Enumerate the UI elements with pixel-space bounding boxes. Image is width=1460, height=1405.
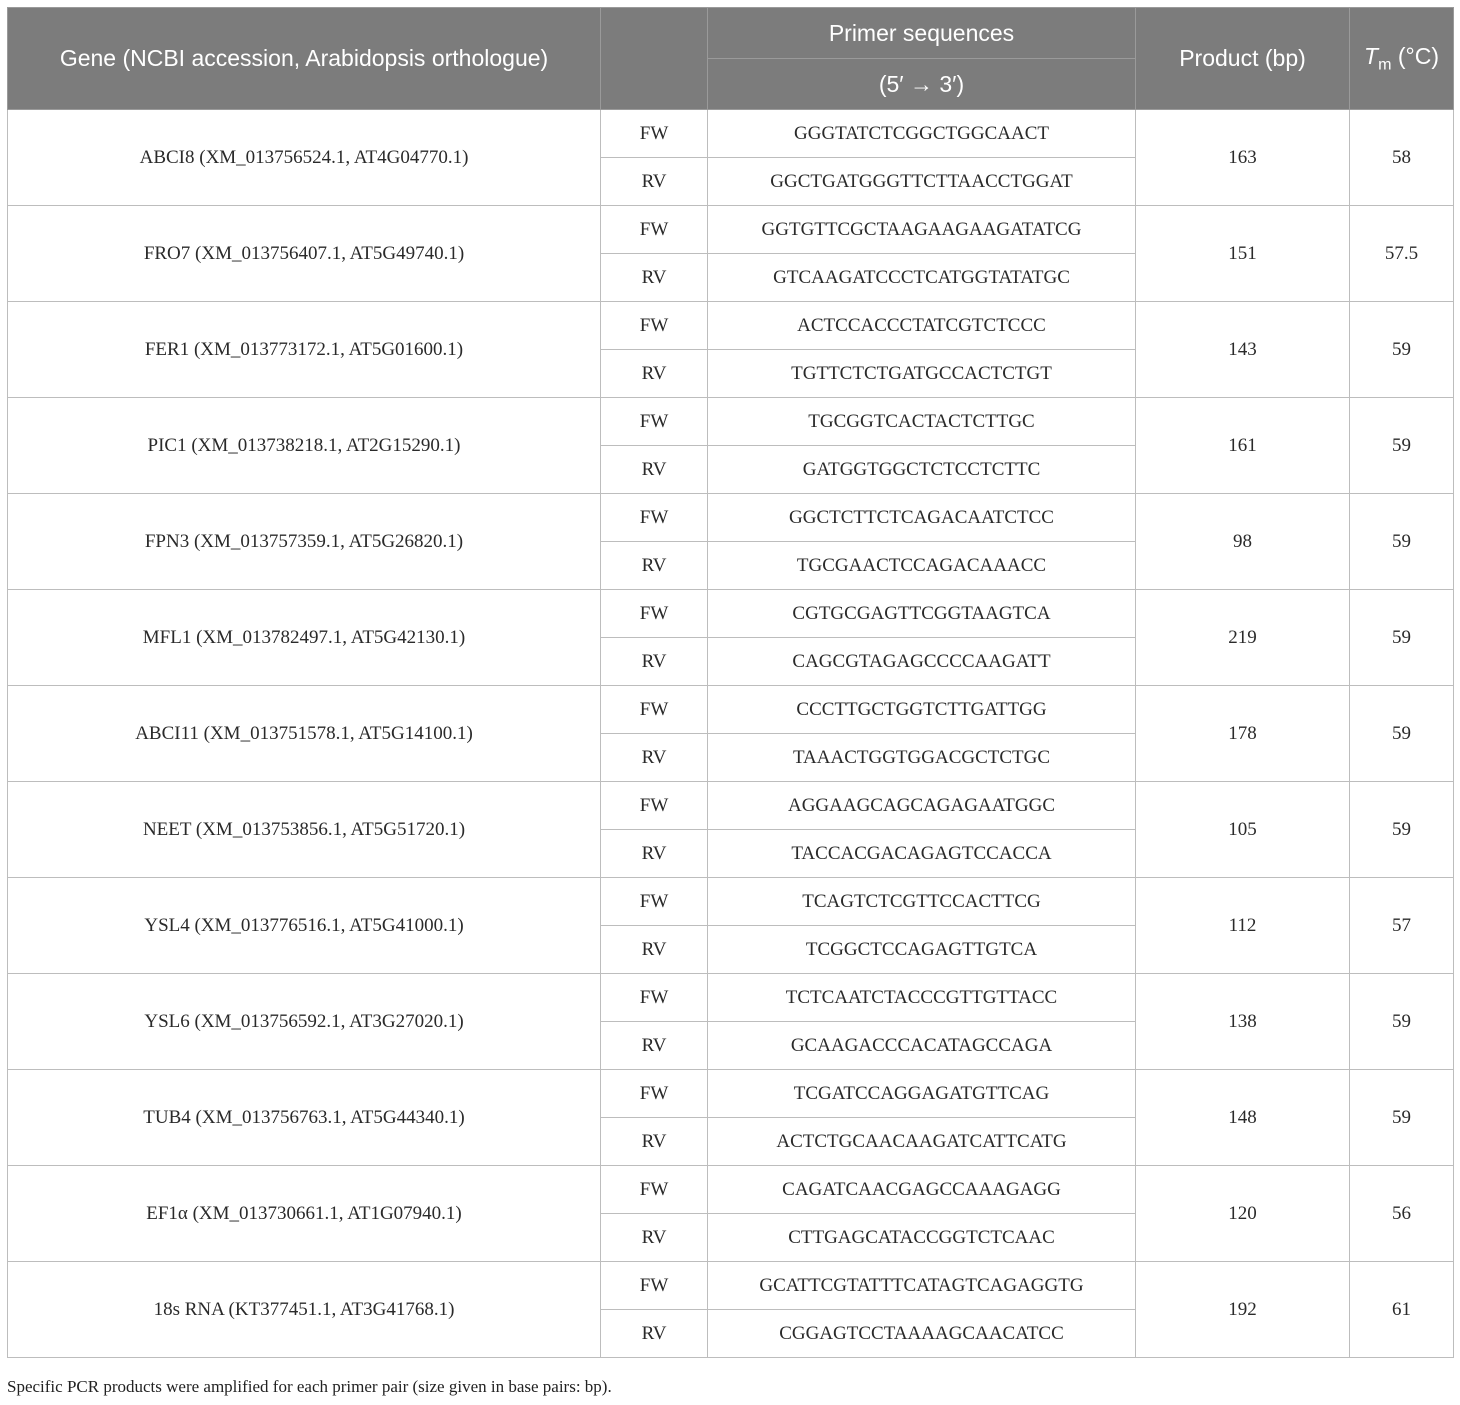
direction-fw-cell: FW — [601, 1070, 708, 1118]
table-row — [8, 590, 1454, 638]
reverse-primer-cell: TGCGAACTCCAGACAAACC — [708, 542, 1136, 590]
product-cell: 138 — [1136, 974, 1350, 1070]
table-body — [8, 110, 1454, 1358]
direction-fw-cell: FW — [601, 782, 708, 830]
header-tm-unit: (°C) — [1391, 42, 1439, 69]
reverse-primer-cell: CAGCGTAGAGCCCCAAGATT — [708, 638, 1136, 686]
direction-rv-cell: RV — [601, 1310, 708, 1358]
gene-cell: NEET (XM_013753856.1, AT5G51720.1) — [8, 782, 601, 878]
tm-cell: 59 — [1350, 1070, 1454, 1166]
direction-rv-cell: RV — [601, 1022, 708, 1070]
reverse-primer-cell: CTTGAGCATACCGGTCTCAAC — [708, 1214, 1136, 1262]
direction-fw-cell: FW — [601, 974, 708, 1022]
direction-rv-cell: RV — [601, 158, 708, 206]
direction-rv-cell: RV — [601, 734, 708, 782]
product-cell: 143 — [1136, 302, 1350, 398]
gene-cell: FPN3 (XM_013757359.1, AT5G26820.1) — [8, 494, 601, 590]
product-cell: 163 — [1136, 110, 1350, 206]
table-row — [8, 206, 1454, 254]
forward-primer-cell: TCTCAATCTACCCGTTGTTACC — [708, 974, 1136, 1022]
table-row — [8, 1166, 1454, 1214]
forward-primer-cell: ACTCCACCCTATCGTCTCCC — [708, 302, 1136, 350]
tm-cell: 59 — [1350, 302, 1454, 398]
forward-primer-cell: CGTGCGAGTTCGGTAAGTCA — [708, 590, 1136, 638]
gene-cell: TUB4 (XM_013756763.1, AT5G44340.1) — [8, 1070, 601, 1166]
tm-cell: 58 — [1350, 110, 1454, 206]
direction-rv-cell: RV — [601, 350, 708, 398]
direction-fw-cell: FW — [601, 1262, 708, 1310]
direction-rv-cell: RV — [601, 830, 708, 878]
product-cell: 105 — [1136, 782, 1350, 878]
direction-fw-cell: FW — [601, 494, 708, 542]
reverse-primer-cell: TCGGCTCCAGAGTTGTCA — [708, 926, 1136, 974]
gene-cell: FER1 (XM_013773172.1, AT5G01600.1) — [8, 302, 601, 398]
gene-cell: ABCI8 (XM_013756524.1, AT4G04770.1) — [8, 110, 601, 206]
forward-primer-cell: CAGATCAACGAGCCAAAGAGG — [708, 1166, 1136, 1214]
gene-cell: YSL6 (XM_013756592.1, AT3G27020.1) — [8, 974, 601, 1070]
reverse-primer-cell: GATGGTGGCTCTCCTCTTC — [708, 446, 1136, 494]
table-footnote: Specific PCR products were amplified for each primer pair (size given in base pairs: bp). — [7, 1377, 612, 1396]
forward-primer-cell: GGTGTTCGCTAAGAAGAAGATATCG — [708, 206, 1136, 254]
table-row — [8, 1070, 1454, 1118]
reverse-primer-cell: GTCAAGATCCCTCATGGTATATGC — [708, 254, 1136, 302]
forward-primer-cell: CCCTTGCTGGTCTTGATTGG — [708, 686, 1136, 734]
direction-rv-cell: RV — [601, 926, 708, 974]
direction-fw-cell: FW — [601, 206, 708, 254]
forward-primer-cell: TGCGGTCACTACTCTTGC — [708, 398, 1136, 446]
reverse-primer-cell: TGTTCTCTGATGCCACTCTGT — [708, 350, 1136, 398]
header-primer-sequences: Primer sequences — [708, 8, 1136, 59]
reverse-primer-cell: GGCTGATGGGTTCTTAACCTGGAT — [708, 158, 1136, 206]
forward-primer-cell: AGGAAGCAGCAGAGAATGGC — [708, 782, 1136, 830]
gene-cell: MFL1 (XM_013782497.1, AT5G42130.1) — [8, 590, 601, 686]
reverse-primer-cell: TACCACGACAGAGTCCACCA — [708, 830, 1136, 878]
product-cell: 151 — [1136, 206, 1350, 302]
primer-table — [7, 7, 1454, 1358]
forward-primer-cell: GGGTATCTCGGCTGGCAACT — [708, 110, 1136, 158]
direction-rv-cell: RV — [601, 254, 708, 302]
reverse-primer-cell: CGGAGTCCTAAAAGCAACATCC — [708, 1310, 1136, 1358]
tm-cell: 57.5 — [1350, 206, 1454, 302]
direction-fw-cell: FW — [601, 1166, 708, 1214]
product-cell: 112 — [1136, 878, 1350, 974]
header-tm-symbol: T — [1364, 42, 1379, 69]
reverse-primer-cell: ACTCTGCAACAAGATCATTCATG — [708, 1118, 1136, 1166]
header-direction — [601, 8, 708, 110]
gene-cell: EF1α (XM_013730661.1, AT1G07940.1) — [8, 1166, 601, 1262]
tm-cell: 59 — [1350, 494, 1454, 590]
tm-cell: 61 — [1350, 1262, 1454, 1358]
direction-rv-cell: RV — [601, 638, 708, 686]
direction-rv-cell: RV — [601, 1214, 708, 1262]
direction-fw-cell: FW — [601, 590, 708, 638]
forward-primer-cell: GGCTCTTCTCAGACAATCTCC — [708, 494, 1136, 542]
product-cell: 120 — [1136, 1166, 1350, 1262]
product-cell: 148 — [1136, 1070, 1350, 1166]
direction-fw-cell: FW — [601, 110, 708, 158]
direction-fw-cell: FW — [601, 398, 708, 446]
tm-cell: 59 — [1350, 398, 1454, 494]
direction-rv-cell: RV — [601, 1118, 708, 1166]
direction-fw-cell: FW — [601, 686, 708, 734]
tm-cell: 59 — [1350, 590, 1454, 686]
header-product: Product (bp) — [1136, 8, 1350, 110]
table-row — [8, 974, 1454, 1022]
forward-primer-cell: GCATTCGTATTTCATAGTCAGAGGTG — [708, 1262, 1136, 1310]
table-row — [8, 398, 1454, 446]
reverse-primer-cell: TAAACTGGTGGACGCTCTGC — [708, 734, 1136, 782]
table-row — [8, 494, 1454, 542]
table-row — [8, 110, 1454, 158]
table-row — [8, 1262, 1454, 1310]
forward-primer-cell: TCAGTCTCGTTCCACTTCG — [708, 878, 1136, 926]
tm-cell: 56 — [1350, 1166, 1454, 1262]
tm-cell: 59 — [1350, 782, 1454, 878]
product-cell: 98 — [1136, 494, 1350, 590]
direction-fw-cell: FW — [601, 878, 708, 926]
forward-primer-cell: TCGATCCAGGAGATGTTCAG — [708, 1070, 1136, 1118]
gene-cell: PIC1 (XM_013738218.1, AT2G15290.1) — [8, 398, 601, 494]
gene-cell: FRO7 (XM_013756407.1, AT5G49740.1) — [8, 206, 601, 302]
gene-cell: 18s RNA (KT377451.1, AT3G41768.1) — [8, 1262, 601, 1358]
direction-rv-cell: RV — [601, 542, 708, 590]
header-primer-direction: (5′ → 3′) — [708, 59, 1136, 110]
tm-cell: 59 — [1350, 686, 1454, 782]
tm-cell: 57 — [1350, 878, 1454, 974]
gene-cell: ABCI11 (XM_013751578.1, AT5G14100.1) — [8, 686, 601, 782]
product-cell: 219 — [1136, 590, 1350, 686]
table-row — [8, 302, 1454, 350]
header-gene: Gene (NCBI accession, Arabidopsis orthologue) — [8, 8, 601, 110]
reverse-primer-cell: GCAAGACCCACATAGCCAGA — [708, 1022, 1136, 1070]
tm-cell: 59 — [1350, 974, 1454, 1070]
product-cell: 178 — [1136, 686, 1350, 782]
table-row — [8, 686, 1454, 734]
product-cell: 161 — [1136, 398, 1350, 494]
table-row — [8, 878, 1454, 926]
gene-cell: YSL4 (XM_013776516.1, AT5G41000.1) — [8, 878, 601, 974]
direction-fw-cell: FW — [601, 302, 708, 350]
header-tm-subscript: m — [1378, 55, 1392, 74]
header-tm — [1350, 8, 1454, 110]
product-cell: 192 — [1136, 1262, 1350, 1358]
direction-rv-cell: RV — [601, 446, 708, 494]
table-row — [8, 782, 1454, 830]
